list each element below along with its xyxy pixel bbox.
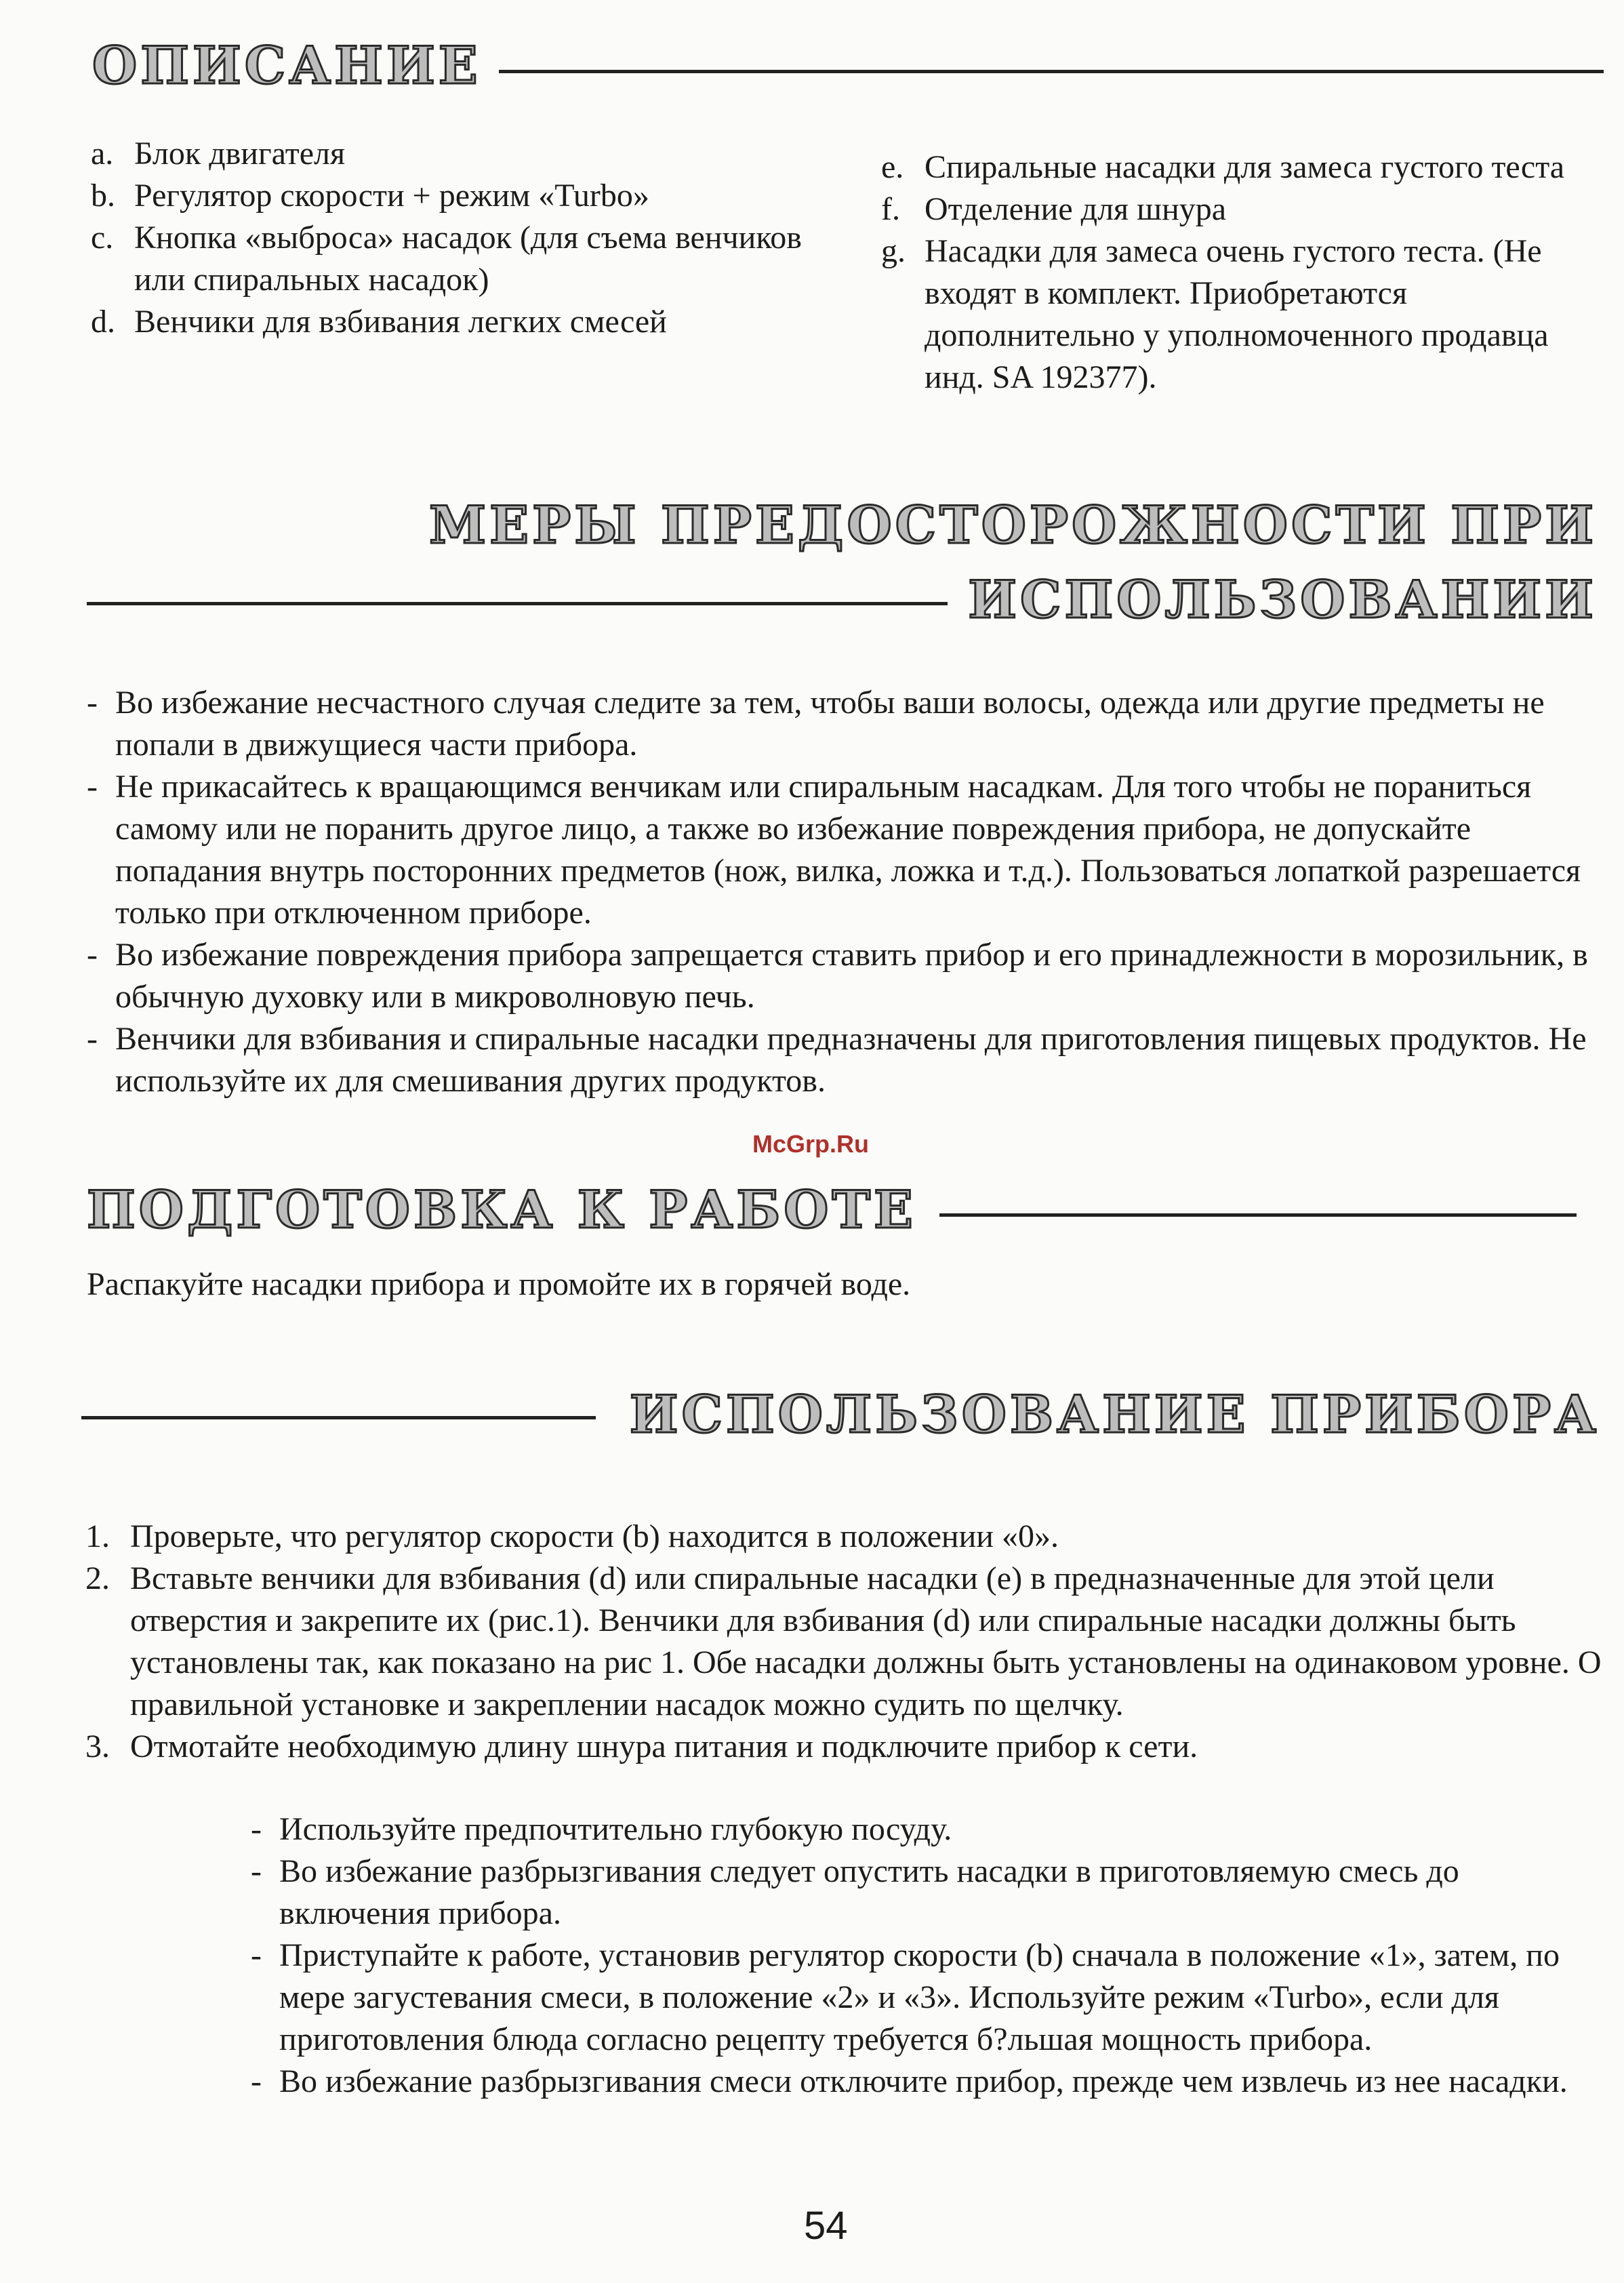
description-left-column: [91, 133, 823, 343]
list-item: - Венчики для взбивания и спиральные насадки предназначены для приготовления пищевых продуктов. Не используйте их для смешивания других продуктов.: [87, 1021, 1587, 1099]
list-item: 3. Отмотайте необходимую длину шнура питания и подключите прибор к сети.: [85, 1729, 1198, 1764]
usage-heading: [81, 1384, 1600, 1444]
list-item: f. Отделение для шнура: [881, 191, 1227, 227]
list-item: - Во избежание повреждения прибора запрещается ставить прибор и его принадлежности в морозильник, в обычную духовку или в микроволновую печь.: [87, 937, 1588, 1015]
list-item: - Не прикасайтесь к вращающимся венчикам или спиральным насадкам. Для того чтобы не пораниться самому или не поранить другое лицо, а также во избежание повреждения прибора, не допускайте попадания внутрь посторонних предметов (нож, вилка, ложка и т.д.). Пользоваться лопаткой разрешается только при отключенном приборе.: [87, 769, 1581, 931]
precautions-title-line2: ИСПОЛЬЗОВАНИИ: [968, 569, 1597, 630]
precautions-list: [87, 682, 1605, 1102]
usage-title: ИСПОЛЬЗОВАНИЕ ПРИБОРА: [629, 1384, 1600, 1444]
list-item: - Используйте предпочтительно глубокую посуду.: [251, 1811, 952, 1847]
description-heading: [92, 35, 1604, 96]
list-item: a. Блок двигателя: [91, 136, 346, 171]
description-list-left: [91, 133, 823, 343]
usage-sub-list: [251, 1809, 1586, 2103]
list-item: g. Насадки для замеса очень густого теста. (Не входят в комплект. Приобретаются дополнительно у уполномоченного продавца инд. SA 192377).: [881, 233, 1549, 395]
precautions-body: [87, 682, 1605, 1102]
usage-steps: [85, 1516, 1604, 1768]
heading-rule: [939, 1213, 1577, 1217]
preparation-text: Распакуйте насадки прибора и промойте их в горячей воде.: [87, 1266, 911, 1302]
precautions-heading-line1: [429, 495, 1597, 555]
description-list-right: [881, 146, 1613, 399]
list-item: - Во избежание разбрызгивания следует опустить насадки в приготовляемую смесь до включения прибора.: [251, 1853, 1459, 1931]
precautions-title-line1: МЕРЫ ПРЕДОСТОРОЖНОСТИ ПРИ: [429, 495, 1597, 555]
usage-steps-list: [85, 1516, 1604, 1768]
watermark: McGrp.Ru: [752, 1130, 870, 1158]
usage-sub-items: [251, 1809, 1586, 2103]
list-item: e. Спиральные насадки для замеса густого теста: [881, 149, 1565, 185]
heading-rule: [87, 602, 948, 605]
description-title: ОПИСАНИЕ: [92, 35, 481, 96]
list-item: 2. Вставьте венчики для взбивания (d) или спиральные насадки (е) в предназначенные для этой цели отверстия и закрепите их (рис.1). Венчики для взбивания (d) или спиральные насадки должны быть установлены так, как показано на рис 1. Обе насадки должны быть установлены на одинаковом уровне. О правильной установке и закреплении насадок можно судить по щелчку.: [85, 1560, 1602, 1722]
preparation-heading: [87, 1179, 1577, 1240]
list-item: b. Регулятор скорости + режим «Turbo»: [91, 178, 649, 214]
description-right-column: [881, 146, 1613, 399]
list-item: - Во избежание разбрызгивания смеси отключите прибор, прежде чем извлечь из нее насадки.: [251, 2063, 1568, 2099]
heading-rule: [499, 70, 1604, 73]
list-item: d. Венчики для взбивания легких смесей: [91, 304, 667, 340]
list-item: c. Кнопка «выброса» насадок (для съема венчиков или спиральных насадок): [91, 220, 802, 298]
heading-rule: [81, 1416, 596, 1419]
preparation-title: ПОДГОТОВКА К РАБОТЕ: [87, 1179, 916, 1240]
list-item: 1. Проверьте, что регулятор скорости (b) находится в положении «0».: [85, 1518, 1059, 1554]
precautions-heading-line2: [87, 569, 1597, 630]
list-item: - Во избежание несчастного случая следите за тем, чтобы ваши волосы, одежда или другие предметы не попали в движущиеся части прибора.: [87, 685, 1545, 763]
page-number: 54: [804, 2204, 848, 2248]
list-item: - Приступайте к работе, установив регулятор скорости (b) сначала в положение «1», затем, по мере загустевания смеси, в положение «2» и «3». Используйте режим «Turbo», если для приготовления блюда согласно рецепту требуется б?льшая мощность прибора.: [251, 1937, 1560, 2057]
